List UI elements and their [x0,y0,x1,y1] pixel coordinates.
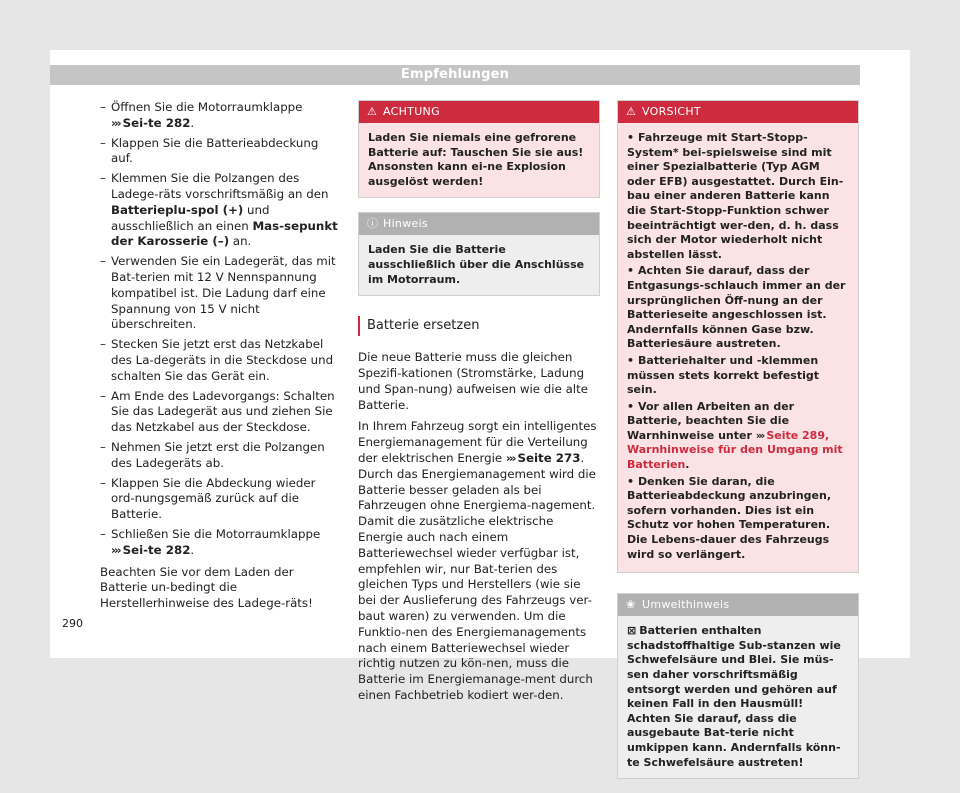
list-item: • Achten Sie darauf, dass der Entgasungs-schlauch immer an der ursprünglichen Öff-nung an der Batterieseite angeschlossen ist. Andernfalls können Gase bzw. Batteriesäure austreten. [627,264,846,351]
environment-text: Batterien enthalten schadstoffhaltige Sub-stanzen wie Schwefelsäure und Blei. Sie müs-sen daher vorschriftsmäßig entsorgt werden und gehören auf keinen Fall in den Hausmüll! Achten Sie darauf, dass die ausgebaute Bat-terie nicht umkippen kann. Andernfalls könn-te Schwefelsäure austreten! [627,624,841,769]
page-number: 290 [62,617,83,630]
list-item: – Klappen Sie die Abdeckung wieder ord-nungsgemäß zurück auf die Batterie. [100,476,340,523]
warning-triangle-icon: ⚠ [626,105,637,118]
list-item: • Fahrzeuge mit Start-Stopp-System* bei-spielsweise sind mit einer Spezialbatterie (Typ AGM oder EFB) ausgestattet. Durch Ein-bau einer anderen Batterie kann die Start-Stopp-Funktion schwer beeinträchtigt wer-den, d. h. dass sich der Motor wiederholt nicht abstellen lässt. [627,131,844,261]
info-icon: ⓘ [367,217,379,231]
list-item: – Klemmen Sie die Polzangen des Ladege-räts vorschriftsmäßig an den Batterieplu-spol (+) und ausschließlich an einen Mas-sepunkt der Karosserie (–) an. [100,171,340,250]
note-box [358,212,600,296]
warning-text: Laden Sie niemals eine gefrorene Batterie auf: Tauschen Sie sie aus! Ansonsten kann ei-ne Explosion ausgelöst werden! [359,123,599,197]
caution-box [617,100,859,573]
column-middle [358,100,600,710]
list-item: – Klappen Sie die Batterieabdeckung auf. [100,136,340,168]
steps-list [100,100,340,559]
page-header: Empfehlungen [50,65,860,85]
list-item: – Nehmen Sie jetzt erst die Polzangen des Ladegeräts ab. [100,440,340,472]
list-item: • Vor allen Arbeiten an der Batterie, beachten Sie die Warnhinweise unter ››› Seite 289, Warnhinweise für den Umgang mit Batterien. [627,399,843,472]
list-item: • Denken Sie daran, die Batterieabdeckung anzubringen, sofern vorhanden. Dies ist ein Schutz vor hohen Temperaturen. Die Lebens-dauer des Fahrzeugs wird so verlängert. [627,474,832,561]
warning-box [358,100,600,198]
list-item: – Öffnen Sie die Motorraumklappe ››› Sei-te 282. [100,100,340,132]
list-item: • Batteriehalter und -klemmen müssen stets korrekt befestigt sein. [627,353,819,397]
section-title: Batterie ersetzen [358,316,600,336]
recycle-bin-icon: ⊠ [627,624,637,638]
closing-paragraph: Beachten Sie vor dem Laden der Batterie un-bedingt die Herstellerhinweise des Ladege-räts! [100,564,313,611]
note-label: Hinweis [383,217,428,231]
list-item: – Am Ende des Ladevorgangs: Schalten Sie das Ladegerät aus und ziehen Sie das Netzkabel aus der Steckdose. [100,389,340,436]
section-paragraph-1: Die neue Batterie muss die gleichen Spezifi-kationen (Stromstärke, Ladung und Span-nung) aufweisen wie die alte Batterie. [358,350,588,412]
environment-label: Umwelthinweis [642,598,730,612]
list-item: – Schließen Sie die Motorraumklappe ››› Sei-te 282. [100,527,340,559]
environment-box [617,593,859,779]
column-right [617,100,859,793]
warning-triangle-icon: ⚠ [367,105,378,118]
list-item: – Stecken Sie jetzt erst das Netzkabel des La-degeräts in die Steckdose und schalten Sie das Gerät ein. [100,337,340,384]
note-text: Laden Sie die Batterie ausschließlich über die Anschlüsse im Motorraum. [359,235,599,295]
warning-label: ACHTUNG [383,105,440,118]
leaf-icon: ❀ [626,598,636,612]
list-item: – Verwenden Sie ein Ladegerät, das mit Bat-terien mit 12 V Nennspannung kompatibel ist. Die Ladung darf eine Spannung von 15 V nicht überschreiten. [100,254,340,333]
section-paragraph-2: In Ihrem Fahrzeug sorgt ein intelligentes Energiemanagement für die Verteilung der elektrischen Energie ››› Seite 273. Durch das Energiemanagement wird die Batterie besser geladen als bei Fahrzeugen ohne Energiema-nagement. Damit die zusätzliche elektrische Energie auch nach einem Batteriewechsel wieder verfügbar ist, empfehlen wir, nur Bat-terien des gleichen Typs und Herstellers (wie sie bei der Auslieferung des Fahrzeugs ver-baut waren) zu verwenden. Um die Funktio-nen des Energiemanagements nach einem Batteriewechsel wieder richtig nutzen zu kön-nen, muss die Batterie im Energiemanage-ment durch einen Fachbetrieb kodiert wer-den. [358,419,597,702]
column-instructions [100,100,340,618]
caution-label: VORSICHT [642,105,701,118]
